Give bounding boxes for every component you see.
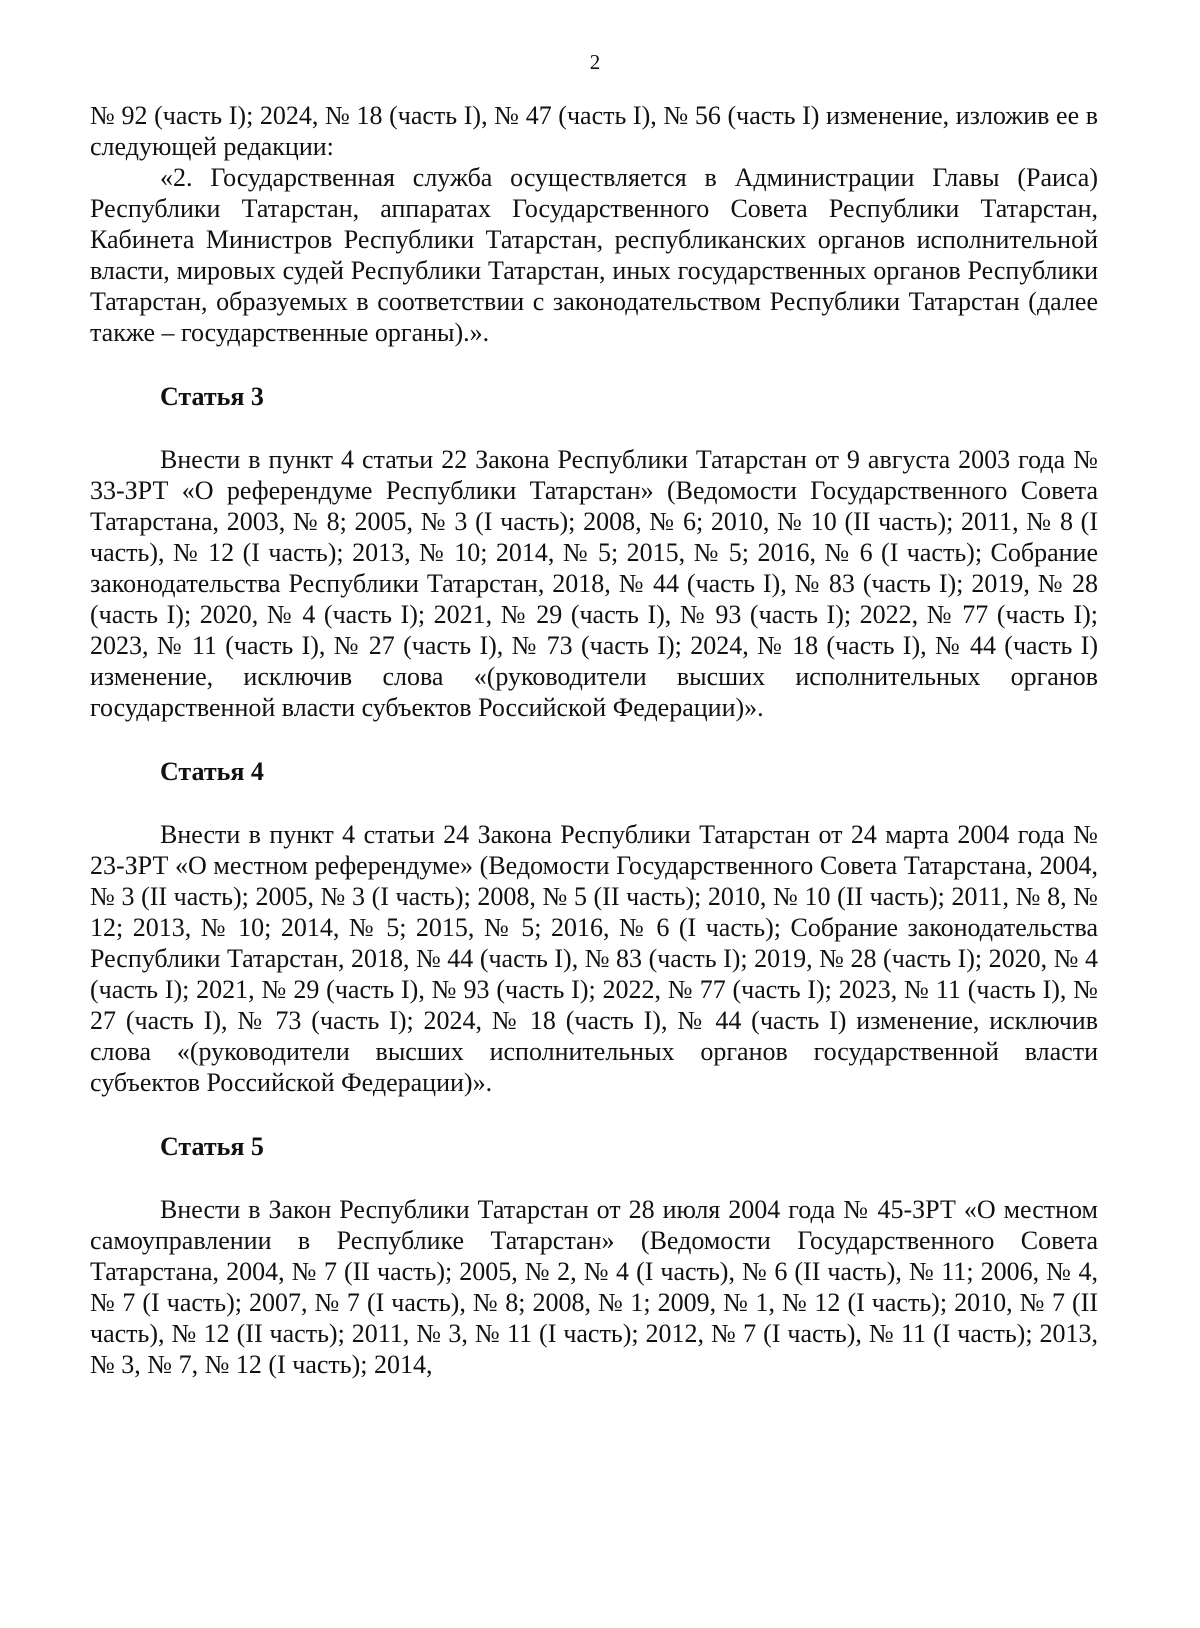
article-heading-5: Статья 5	[160, 1132, 264, 1161]
paragraph-continuation: № 92 (часть I); 2024, № 18 (часть I), № 47 (часть I), № 56 (часть I) изменение, изложив ее в следующей редакции:	[90, 101, 1098, 161]
article-text-5: Внести в Закон Республики Татарстан от 28 июля 2004 года № 45-ЗРТ «О местном самоуправлении в Республике Татарстан» (Ведомости Государственного Совета Татарстана, 2004, № 7 (II часть); 2005, № 2, № 4 (I часть), № 6 (II часть), № 11; 2006, № 4, № 7 (I часть); 2007, № 7 (I часть), № 8; 2008, № 1; 2009, № 1, № 12 (I часть); 2010, № 7 (II часть), № 12 (II часть); 2011, № 3, № 11 (I часть); 2012, № 7 (I часть), № 11 (I часть); 2013, № 3, № 7, № 12 (I часть); 2014,	[90, 1195, 1098, 1379]
article-heading-4: Статья 4	[160, 757, 264, 786]
article-text-3: Внести в пункт 4 статьи 22 Закона Республики Татарстан от 9 августа 2003 года № 33-ЗРТ «О референдуме Республики Татарстан» (Ведомости Государственного Совета Татарстана, 2003, № 8; 2005, № 3 (I часть); 2008, № 6; 2010, № 10 (II часть); 2011, № 8 (I часть), № 12 (I часть); 2013, № 10; 2014, № 5; 2015, № 5; 2016, № 6 (I часть); Собрание законодательства Республики Татарстан, 2018, № 44 (часть I), № 83 (часть I); 2019, № 28 (часть I); 2020, № 4 (часть I); 2021, № 29 (часть I), № 93 (часть I); 2022, № 77 (часть I); 2023, № 11 (часть I), № 27 (часть I), № 73 (часть I); 2024, № 18 (часть I), № 44 (часть I) изменение, исключив слова «(руководители высших исполнительных органов государственной власти субъектов Российской Федерации)».	[90, 445, 1098, 722]
page-number: 2	[589, 50, 601, 74]
article-heading-3: Статья 3	[160, 382, 264, 411]
paragraph-quoted-amendment: «2. Государственная служба осуществляется в Администрации Главы (Раиса) Республики Татарстан, аппаратах Государственного Совета Республики Татарстан, Кабинета Министров Республики Татарстан, республиканских органов исполнительной власти, мировых судей Республики Татарстан, иных государственных органов Республики Татарстан, образуемых в соответствии с законодательством Республики Татарстан (далее также – государственные органы).».	[90, 163, 1098, 347]
document-body	[90, 100, 1098, 1380]
article-text-4: Внести в пункт 4 статьи 24 Закона Республики Татарстан от 24 марта 2004 года № 23-ЗРТ «О местном референдуме» (Ведомости Государственного Совета Татарстана, 2004, № 3 (II часть); 2005, № 3 (I часть); 2008, № 5 (II часть); 2010, № 10 (II часть); 2011, № 8, № 12; 2013, № 10; 2014, № 5; 2015, № 5; 2016, № 6 (I часть); Собрание законодательства Республики Татарстан, 2018, № 44 (часть I), № 83 (часть I); 2019, № 28 (часть I); 2020, № 4 (часть I); 2021, № 29 (часть I), № 93 (часть I); 2022, № 77 (часть I); 2023, № 11 (часть I), № 27 (часть I), № 73 (часть I); 2024, № 18 (часть I), № 44 (часть I) изменение, исключив слова «(руководители высших исполнительных органов государственной власти субъектов Российской Федерации)».	[90, 820, 1098, 1097]
